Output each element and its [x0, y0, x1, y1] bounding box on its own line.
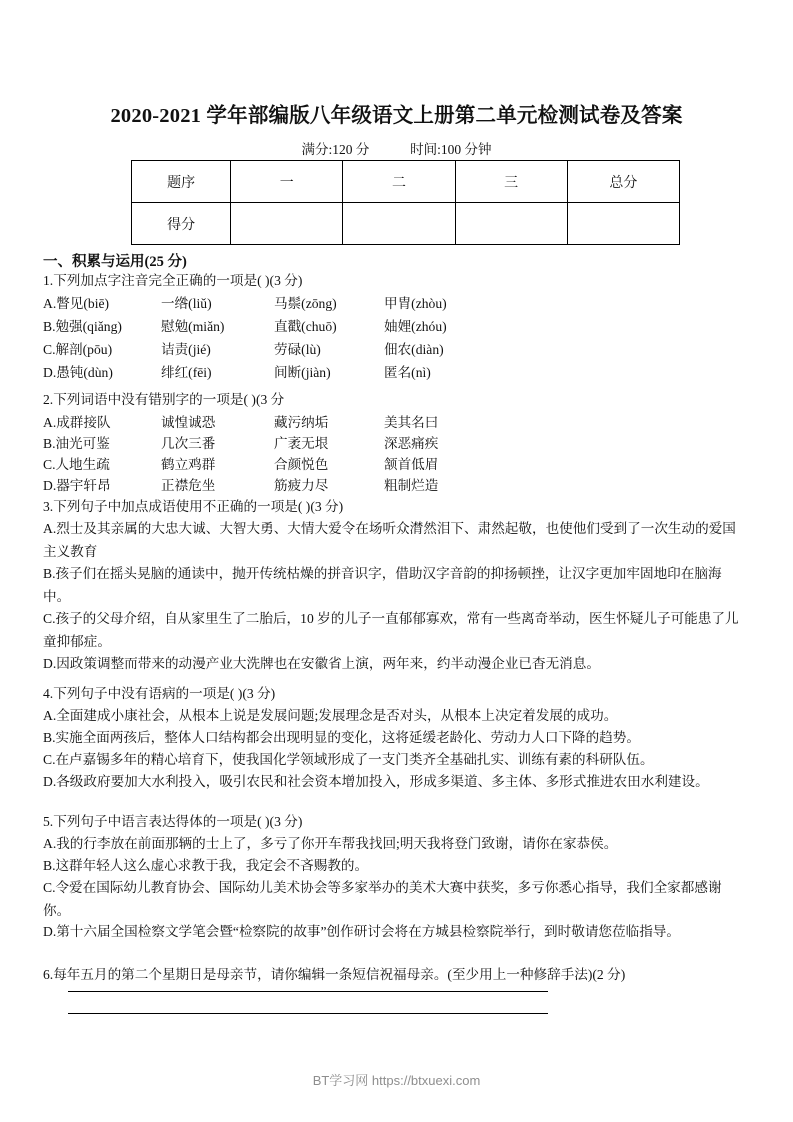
column-header-1: 一 [231, 161, 343, 203]
q1-a-item2: 一绺(liǔ) [161, 296, 212, 311]
q1-a-label-item1: A.瞥见(biē) [43, 296, 110, 311]
q2-a-item2: 诚惶诚恐 [161, 415, 216, 430]
score-cell-total[interactable] [567, 203, 679, 245]
question-1-stem: 1.下列加点字注音完全正确的一项是( )(3 分) [43, 273, 303, 288]
q2-b-label-item1: B.油光可鉴 [43, 436, 110, 451]
q2-c-label-item1: C.人地生疏 [43, 457, 110, 472]
exam-meta [0, 138, 793, 158]
question-4-option-d: D.各级政府要加大水利投入，吸引农民和社会资本增加投入，形成多渠道、多主体、多形式推进农田水利建设。 [43, 774, 709, 789]
q1-a-item3: 马鬃(zōng) [274, 296, 337, 311]
score-cell-1[interactable] [231, 203, 343, 245]
table-row-header [132, 161, 680, 203]
question-1-option-c [43, 338, 444, 358]
q2-b-item4: 深恶痛疾 [384, 436, 439, 451]
question-1-option-d [43, 361, 431, 381]
q2-d-item4: 粗制烂造 [384, 478, 439, 493]
question-1-option-b [43, 315, 447, 335]
footer-watermark: BT学习网 https://btxuexi.com [312, 1073, 481, 1088]
q1-d-item3: 间断(jiàn) [274, 365, 331, 380]
q2-c-item2: 鹤立鸡群 [161, 457, 216, 472]
q2-c-item3: 合颜悦色 [274, 457, 329, 472]
question-3-option-d: D.因政策调整而带来的动漫产业大洗牌也在安徽省上演，两年来，约半动漫企业已杳无消息。 [43, 656, 600, 671]
q1-c-item4: 佃农(diàn) [384, 342, 444, 357]
question-4-stem: 4.下列句子中没有语病的一项是( )(3 分) [43, 686, 276, 701]
question-5-option-b: B.这群年轻人这么虚心求教于我，我定会不吝赐教的。 [43, 858, 369, 873]
question-5-option-d: D.第十六届全国检察文学笔会暨“检察院的故事”创作研讨会将在方城县检察院举行，到时敬请您莅临指导。 [43, 924, 680, 939]
q2-a-item3: 藏污纳垢 [274, 415, 329, 430]
page-title: 2020-2021 学年部编版八年级语文上册第二单元检测试卷及答案 [110, 105, 683, 127]
column-header-3: 三 [455, 161, 567, 203]
question-2-option-b [43, 432, 438, 452]
column-header-total: 总分 [567, 161, 679, 203]
question-4-option-c: C.在卢嘉锡多年的精心培育下，使我国化学领域形成了一支门类齐全基础扎实、训练有素的科研队伍。 [43, 752, 654, 767]
question-2-option-d [43, 474, 438, 494]
q2-a-item4: 美其名曰 [384, 415, 439, 430]
q1-c-item3: 劳碌(lù) [274, 342, 321, 357]
question-3-option-a: A.烈士及其亲属的大忠大诚、大智大勇、大情大爱令在场听众潸然泪下、肃然起敬，也使他们受到了一次生动的爱国主义教育 [43, 521, 736, 559]
answer-blank-line-1[interactable] [68, 991, 548, 992]
q2-b-item2: 几次三番 [161, 436, 216, 451]
question-1-option-a [43, 292, 447, 312]
q1-d-label-item1: D.愚钝(dùn) [43, 365, 113, 380]
question-6-stem: 6.每年五月的第二个星期日是母亲节，请你编辑一条短信祝福母亲。(至少用上一种修辞手法)(2 分) [43, 967, 626, 982]
full-score-label: 满分:120 分 [301, 142, 370, 157]
column-header-2: 二 [343, 161, 455, 203]
q2-d-label-item1: D.器宇轩昂 [43, 478, 111, 493]
question-5-option-a: A.我的行李放在前面那辆的士上了，多亏了你开车帮我找回;明天我将登门致谢，请你在家恭侯。 [43, 836, 618, 851]
q2-c-item4: 颔首低眉 [384, 457, 439, 472]
question-3-stem: 3.下列句子中加点成语使用不正确的一项是( )(3 分) [43, 499, 344, 514]
question-5-option-c: C.令爱在国际幼儿教育协会、国际幼儿美术协会等多家举办的美术大赛中获奖，多亏你悉心指导，我们全家都感谢你。 [43, 880, 722, 918]
question-5-stem: 5.下列句子中语言表达得体的一项是( )(3 分) [43, 814, 303, 829]
q2-d-item3: 筋疲力尽 [274, 478, 329, 493]
question-2-option-c [43, 453, 438, 473]
time-label: 时间:100 分钟 [410, 142, 492, 157]
question-2-option-a [43, 411, 438, 431]
q1-d-item2: 绯红(fēi) [161, 365, 212, 380]
q1-b-item4: 妯娌(zhóu) [384, 319, 447, 334]
q1-b-item2: 慰勉(miǎn) [161, 319, 225, 334]
q1-b-label-item1: B.勉强(qiǎng) [43, 319, 122, 334]
question-2-stem: 2.下列词语中没有错别字的一项是( )(3 分 [43, 392, 285, 407]
section-heading-one: 一、积累与运用(25 分) [43, 254, 187, 270]
score-cell-2[interactable] [343, 203, 455, 245]
q1-c-item2: 诘责(jié) [161, 342, 211, 357]
score-table [131, 160, 680, 245]
question-3-option-b: B.孩子们在摇头晃脑的通读中，抛开传统枯燥的拼音识字，借助汉字音韵的抑扬顿挫，让汉字更加牢固地印在脑海中。 [43, 566, 722, 604]
table-row-score [132, 203, 680, 245]
q2-b-item3: 广袤无垠 [274, 436, 329, 451]
q1-d-item4: 匿名(nì) [384, 365, 431, 380]
q2-d-item2: 正襟危坐 [161, 478, 216, 493]
q2-a-label-item1: A.成群接队 [43, 415, 111, 430]
question-4-option-b: B.实施全面两孩后，整体人口结构都会出现明显的变化，这将延缓老龄化、劳动力人口下降的趋势。 [43, 730, 640, 745]
q1-c-label-item1: C.解剖(pōu) [43, 342, 113, 357]
score-cell-3[interactable] [455, 203, 567, 245]
question-4-option-a: A.全面建成小康社会，从根本上说是发展问题;发展理念是否对头，从根本上决定着发展的成功。 [43, 708, 618, 723]
row-label-question-order: 题序 [132, 161, 231, 203]
question-3-option-c: C.孩子的父母介绍，自从家里生了二胎后，10 岁的儿子一直郁郁寡欢，常有一些离奇举动，医生怀疑儿子可能患了儿童抑郁症。 [43, 611, 739, 649]
answer-blank-line-2[interactable] [68, 1013, 548, 1014]
row-label-score: 得分 [132, 203, 231, 245]
q1-b-item3: 直戳(chuō) [274, 319, 337, 334]
q1-a-item4: 甲胄(zhòu) [384, 296, 447, 311]
